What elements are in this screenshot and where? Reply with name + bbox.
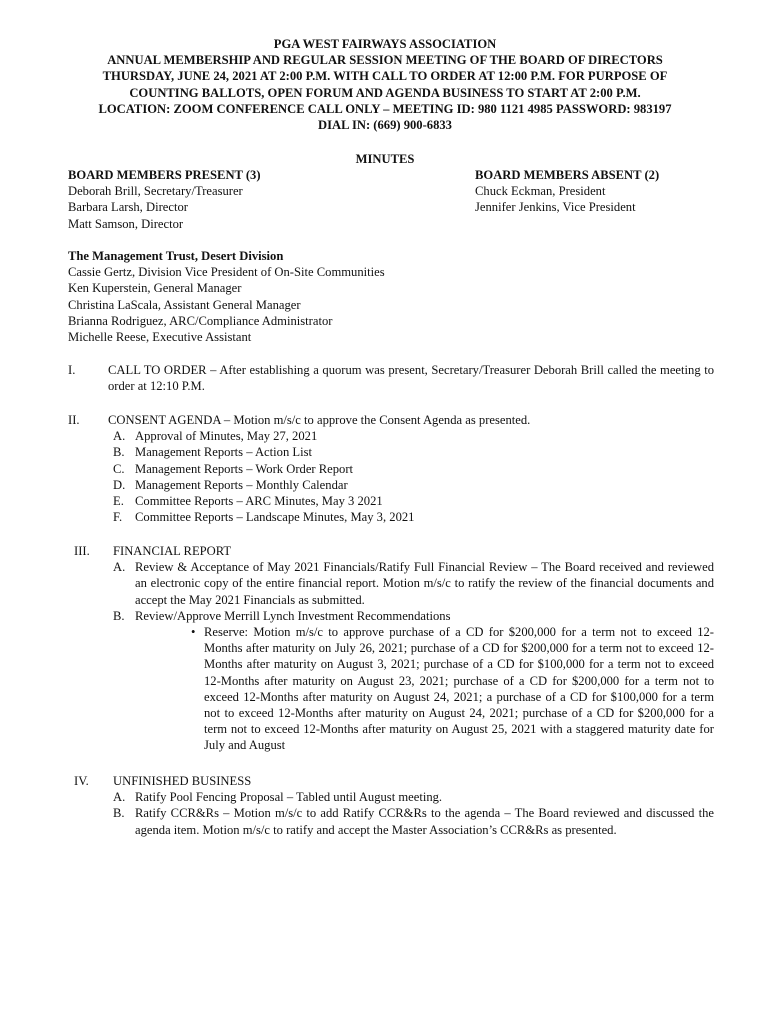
board-absent-member: Chuck Eckman, President [475,184,606,199]
agenda-item [113,509,714,525]
agenda-item [113,805,714,837]
item-letter: B. [113,445,125,460]
agenda-item [113,608,714,624]
item-text: Committee Reports – Landscape Minutes, May 3, 2021 [135,510,415,525]
item-letter: D. [113,477,126,492]
board-present-block [68,167,448,232]
minutes-title: MINUTES [355,152,415,166]
management-block [68,248,708,345]
board-absent-heading: BOARD MEMBERS ABSENT (2) [475,168,660,182]
item-text: Management Reports – Work Order Report [135,461,354,476]
item-text: Committee Reports – ARC Minutes, May 3 2021 [135,494,383,509]
board-absent-block [475,167,735,216]
agenda-item [113,789,714,805]
item-letter: C. [113,461,125,476]
agenda-item [113,444,714,460]
board-present-member: Barbara Larsh, Director [68,200,188,215]
header-line-association: PGA WEST FAIRWAYS ASSOCIATION [273,37,497,51]
section-financial-report [68,543,714,754]
board-present-heading: BOARD MEMBERS PRESENT (3) [68,168,261,182]
section-unfinished-business [68,773,714,838]
item-text: Ratify CCR&Rs – Motion m/s/c to add Ratify CCR&Rs to the agenda – The Board reviewed and discussed the agenda item. Motion m/s/c to ratify and accept the Master Association’s CCR&Rs as presented. [135,806,714,837]
management-member: Brianna Rodriguez, ARC/Compliance Administrator [68,313,333,328]
item-letter: B. [113,608,125,623]
item-text: Management Reports – Action List [135,445,312,460]
section-number: IV. [74,774,89,788]
section-title: UNFINISHED BUSINESS [113,774,252,788]
item-text: Review/Approve Merrill Lynch Investment Recommendations [135,608,451,623]
section-text: CONSENT AGENDA – Motion m/s/c to approve the Consent Agenda as presented. [108,413,531,427]
board-present-member: Matt Samson, Director [68,216,184,231]
item-letter: B. [113,806,125,821]
board-present-member: Deborah Brill, Secretary/Treasurer [68,184,243,199]
document-header [40,36,730,133]
header-line-meeting-type: ANNUAL MEMBERSHIP AND REGULAR SESSION MEETING OF THE BOARD OF DIRECTORS [107,53,663,68]
section-number: III. [74,544,90,558]
item-letter: A. [113,429,126,444]
management-member: Michelle Reese, Executive Assistant [68,330,252,345]
item-text: Review & Acceptance of May 2021 Financials/Ratify Full Financial Review – The Board received and reviewed an electronic copy of the entire financial report. Motion m/s/c to ratify the review of the financial documents and accept the May 2021 Financials as submitted. [135,560,714,607]
agenda-item [113,493,714,509]
header-line-date: THURSDAY, JUNE 24, 2021 AT 2:00 P.M. WITH CALL TO ORDER AT 12:00 P.M. FOR PURPOSE OF [102,69,668,84]
management-member: Christina LaScala, Assistant General Manager [68,297,301,312]
management-member: Ken Kuperstein, General Manager [68,281,242,296]
bullet-icon: • [191,625,196,640]
item-letter: A. [113,560,126,575]
header-line-purpose: COUNTING BALLOTS, OPEN FORUM AND AGENDA BUSINESS TO START AT 2:00 P.M. [129,85,641,100]
agenda-item [113,477,714,493]
section-title: FINANCIAL REPORT [113,544,232,558]
reserve-bullet [191,624,714,754]
agenda-item [113,559,714,608]
header-line-location: LOCATION: ZOOM CONFERENCE CALL ONLY – MEETING ID: 980 1121 4985 PASSWORD: 983197 [98,101,672,116]
item-letter: A. [113,790,126,805]
management-member: Cassie Gertz, Division Vice President of On-Site Communities [68,265,385,280]
agenda-item [113,428,714,444]
board-absent-member: Jennifer Jenkins, Vice President [475,200,636,215]
section-text: CALL TO ORDER – After establishing a quorum was present, Secretary/Treasurer Deborah Brill called the meeting to order at 12:10 P.M. [108,363,714,394]
item-text: Ratify Pool Fencing Proposal – Tabled until August meeting. [135,790,443,805]
section-call-to-order [68,362,714,394]
item-text: Approval of Minutes, May 27, 2021 [135,429,318,444]
management-heading: The Management Trust, Desert Division [68,249,284,263]
header-line-dial-in: DIAL IN: (669) 900-6833 [318,118,452,133]
item-text: Management Reports – Monthly Calendar [135,477,348,492]
bullet-text: Reserve: Motion m/s/c to approve purchase of a CD for $200,000 for a term not to exceed 12-Months after maturity on July 26, 2021; purchase of a CD for $200,000 for a term not to exceed 12-Months after maturity on August 3, 2021; purchase of a CD for $100,000 for a term not to exceed 12-Months after maturity on August 23, 2021; purchase of a CD for $200,000 for a term not to exceed 12-Months after maturity on August 24, 2021; a purchase of a CD for $100,000 for a term not to exceed 12-Months after maturity on August 24, 2021; purchase of a CD for $200,000 for a term not to exceed 12-Months after maturity on August 25, 2021 with a staggered maturity date for July and August [204,625,714,753]
item-letter: F. [113,510,123,525]
agenda-item [113,461,714,477]
section-number: I. [68,363,76,377]
section-number: II. [68,413,80,427]
section-consent-agenda [68,412,714,525]
item-letter: E. [113,494,124,509]
